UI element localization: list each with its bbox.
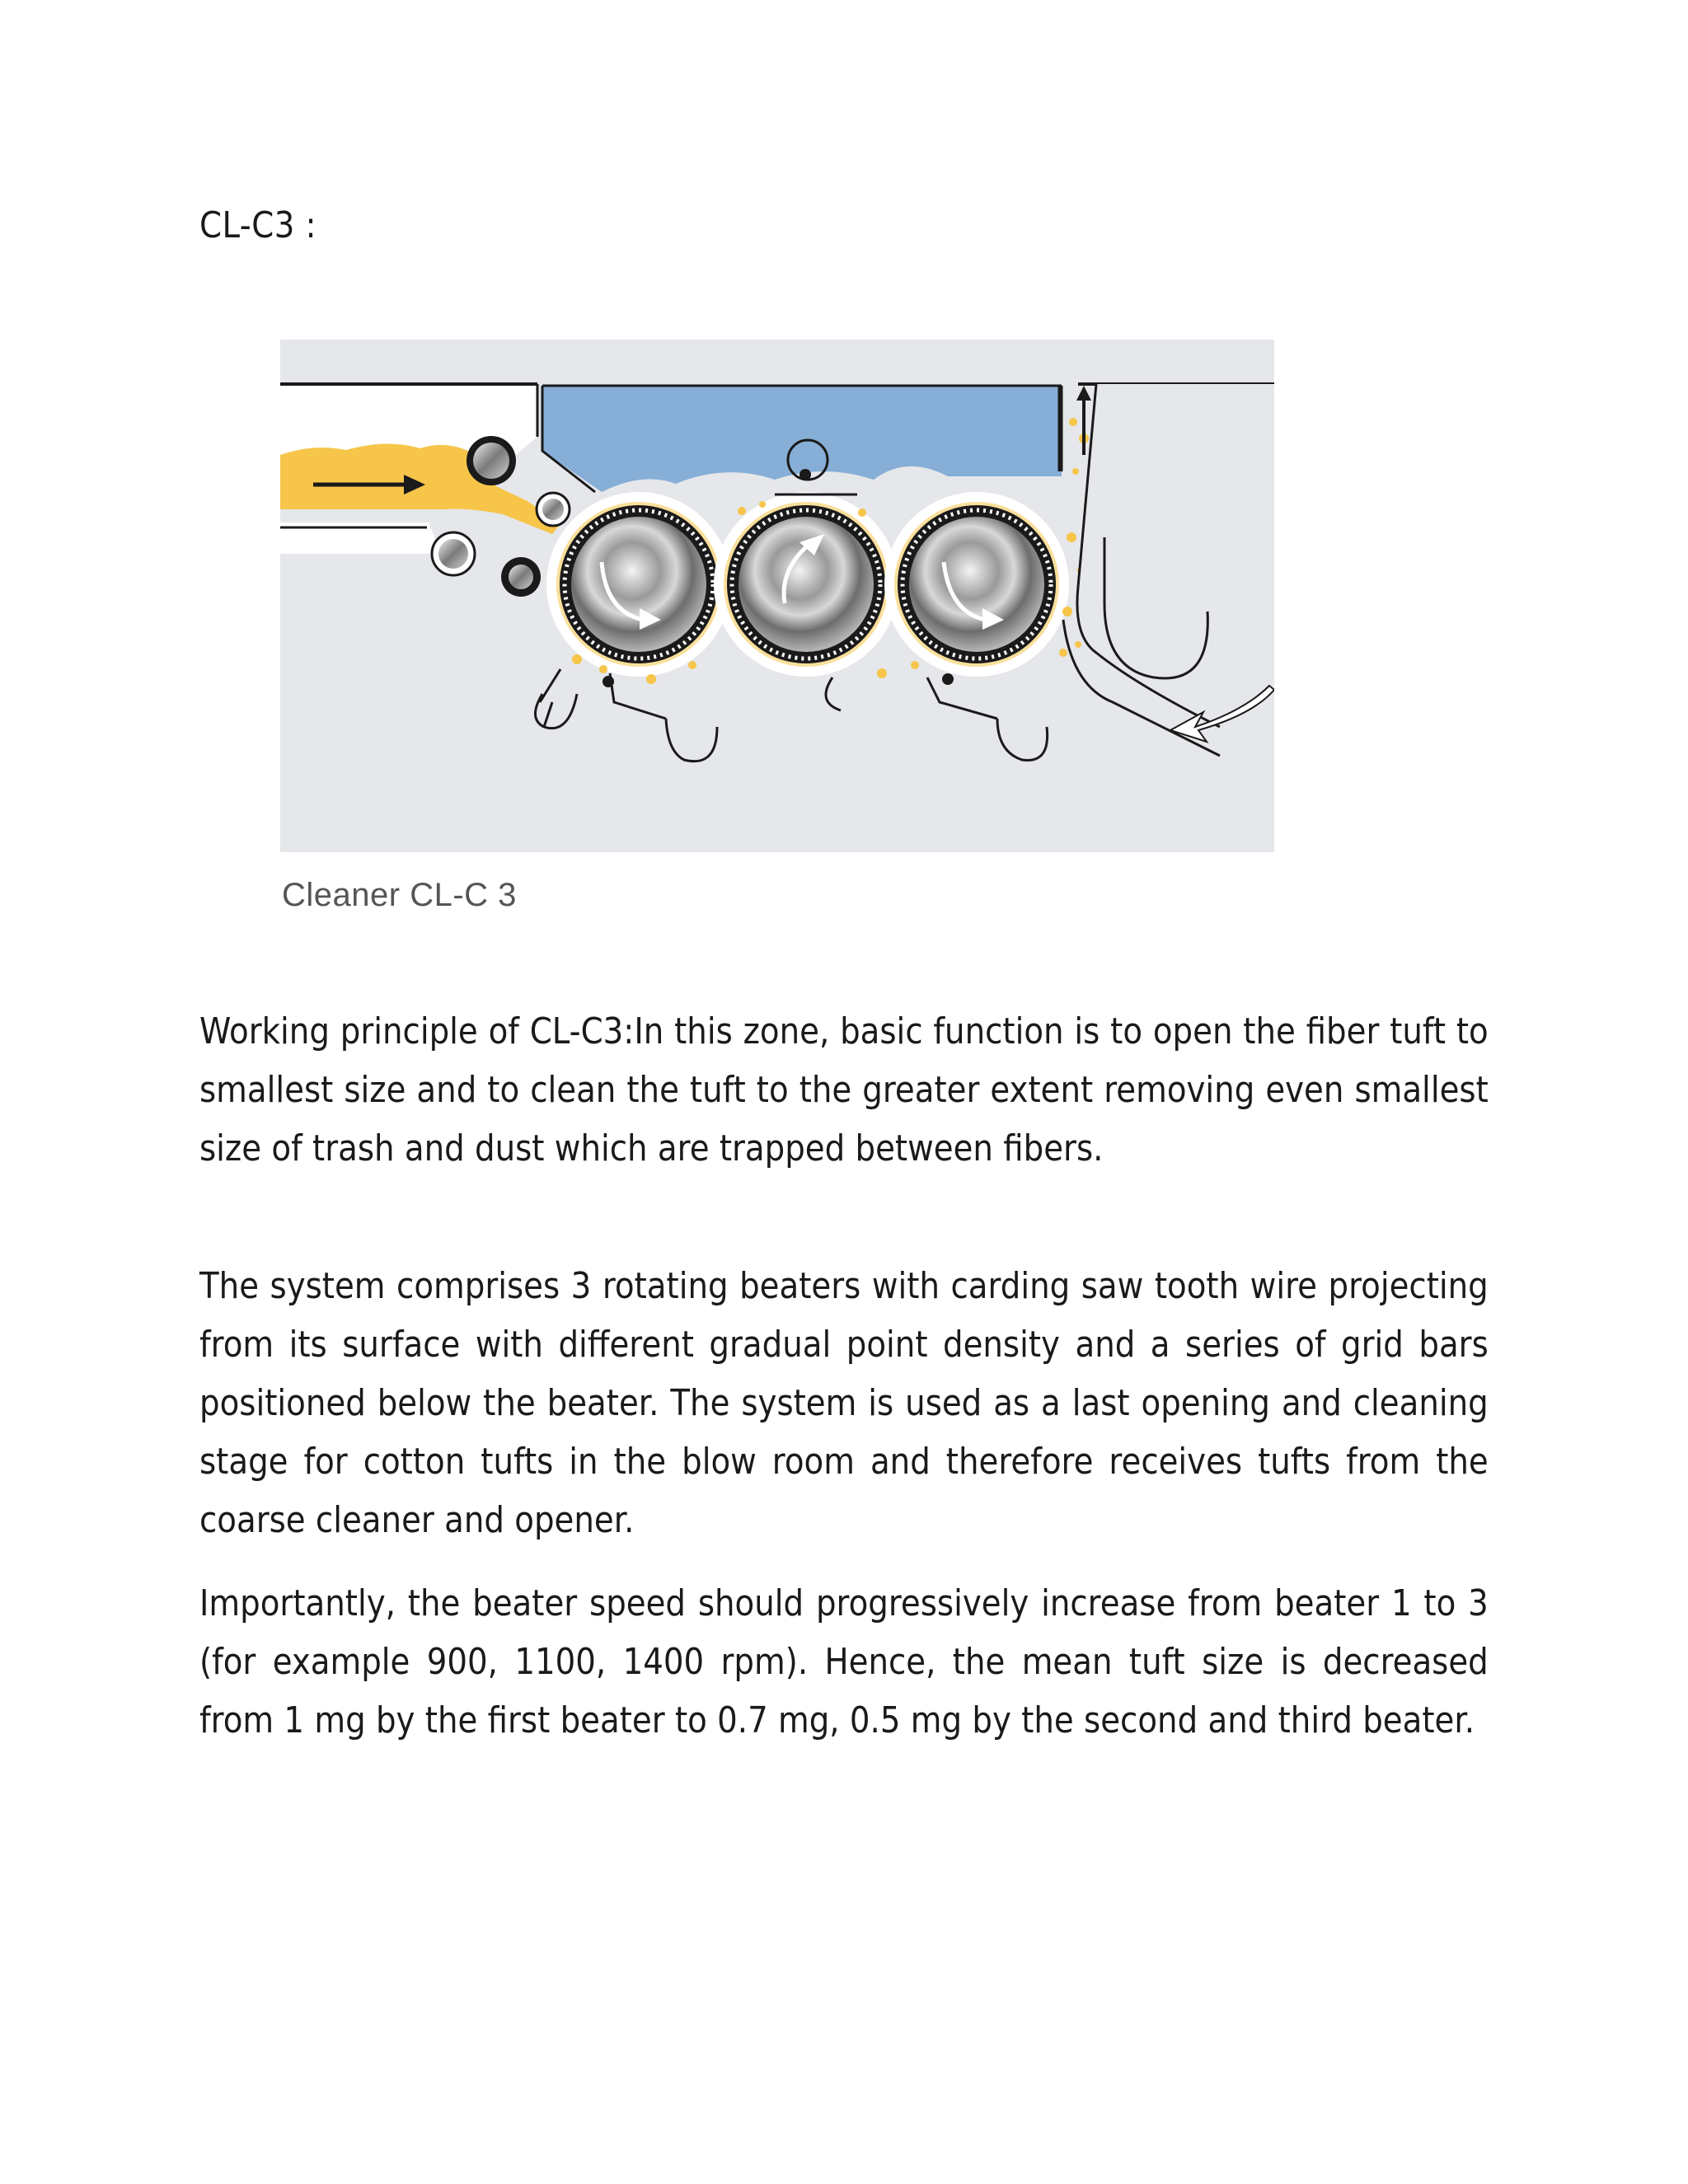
cleaner-diagram xyxy=(280,340,1274,852)
beater-1 xyxy=(546,492,731,677)
section-heading: CL-C3 : xyxy=(199,204,317,246)
paragraph-system-description: The system comprises 3 rotating beaters with carding saw tooth wire projecting from its surface with different gradual point density and a series of grid bars positioned below the beater. The system is used as a last opening and cleaning stage for cotton tufts in the blow room and therefore receives tufts from the coarse cleaner and opener. xyxy=(199,1265,1489,1541)
paragraph-working-principle: Working principle of CL-C3:In this zone, basic function is to open the fiber tuft to smallest size and to clean the tuft to the greater extent removing even smallest size of trash and dust which are trapped between fibers. xyxy=(199,1010,1489,1169)
feed-roller-bottom xyxy=(501,557,541,597)
paragraph-beater-speed: Importantly, the beater speed should progressively increase from beater 1 to 3 (for example 900, 1100, 1400 rpm). Hence, the mean tuft size is decreased from 1 mg by the first beater to 0.7 mg, 0.5 mg by the second and third beater. xyxy=(199,1582,1489,1741)
figure-caption: Cleaner CL-C 3 xyxy=(282,877,517,913)
feed-roller-top xyxy=(467,436,516,485)
beater-3 xyxy=(884,492,1069,677)
beater-2 xyxy=(714,492,898,677)
feed-roller-left xyxy=(432,532,475,575)
